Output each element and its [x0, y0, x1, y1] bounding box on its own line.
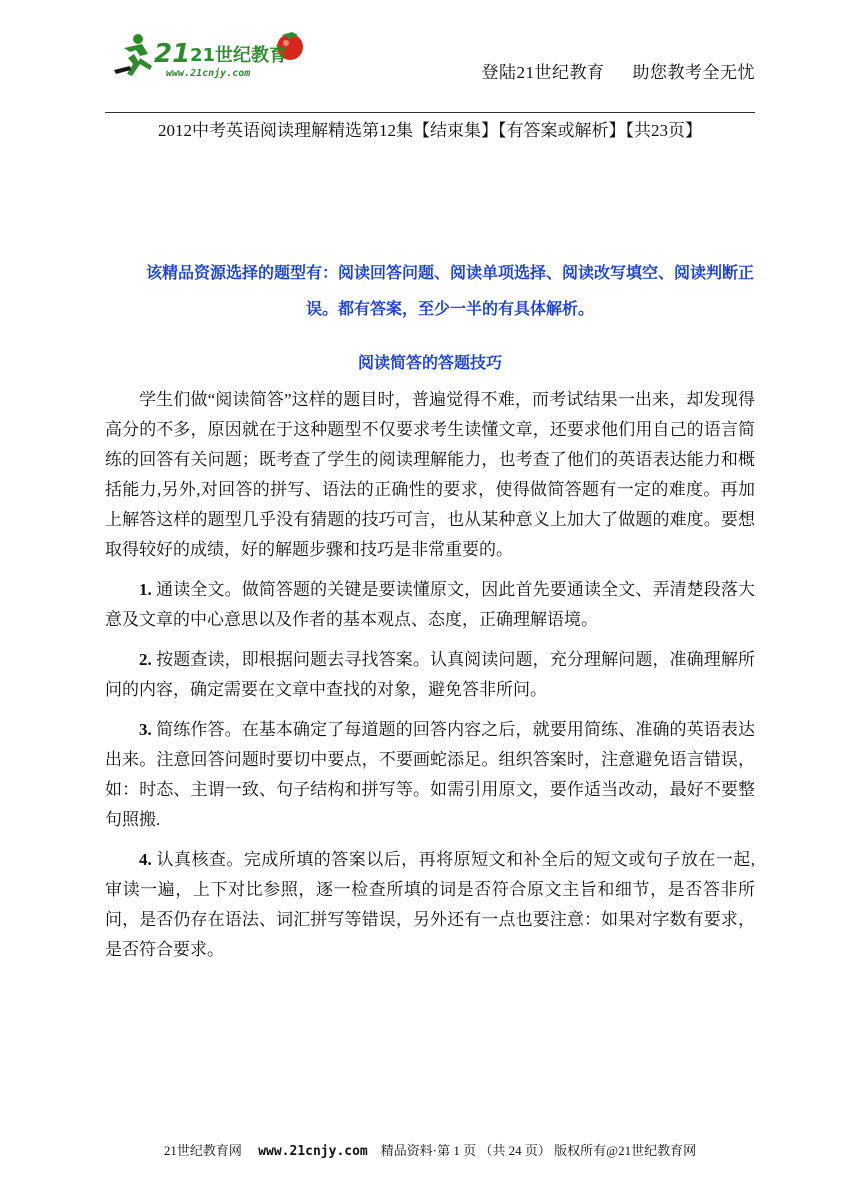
- tip-text: 认真核查。完成所填的答案以后，再将原短文和补全后的短文或句子放在一起,审读一遍，上下对比参照，逐一检查所填的词是否符合原文主旨和细节，是否答非所问，是否仍存在语法、词汇拼写等错误，另外还有一点也要注意：如果对字数有要求，是否符合要求。: [105, 850, 756, 959]
- footer-org: 21世纪教育网: [163, 1143, 242, 1158]
- tip-paragraph-1: [105, 575, 755, 635]
- section-heading: 阅读简答的答题技巧: [357, 355, 502, 372]
- article-body: [105, 385, 755, 975]
- document-title: 2012中考英语阅读理解精选第12集【结束集】【有答案或解析】【共23页】: [158, 121, 702, 140]
- footer-site-link[interactable]: www.21cnjy.com: [258, 1144, 368, 1159]
- resource-intro: 该精品资源选择的题型有：阅读回答问题、阅读单项选择、阅读改写填空、阅读判断正误。都有答案，至少一半的有具体解析。: [145, 265, 754, 318]
- logo-graphic: [110, 30, 310, 80]
- tip-paragraph-3: [105, 715, 755, 835]
- page-header: [105, 30, 755, 86]
- tip-number: 4.: [139, 850, 152, 869]
- tip-number: 3.: [139, 720, 152, 739]
- tip-number: 2.: [139, 650, 152, 669]
- tip-text: 简练作答。在基本确定了每道题的回答内容之后，就要用简练、准确的英语表达出来。注意回答问题时要切中要点，不要画蛇添足。组织答案时，注意避免语言错误，如：时态、主谓一致、句子结构和拼写等。如需引用原文，要作适当改动，最好不要整句照搬.: [105, 720, 756, 829]
- logo-url-text: www.21cnjy.com: [166, 68, 251, 79]
- site-logo[interactable]: [110, 30, 310, 80]
- logo-text: 21世纪教育: [190, 45, 288, 66]
- tip-paragraph-2: [105, 645, 755, 705]
- runner-icon: [114, 34, 152, 76]
- tip-number: 1.: [139, 580, 152, 599]
- footer-page-info: 精品资料·第 1 页 （共 24 页） 版权所有@21世纪教育网: [380, 1143, 697, 1158]
- svg-text:21: 21: [154, 39, 191, 69]
- header-slogan: [482, 58, 756, 83]
- page-footer: [105, 1140, 755, 1159]
- slogan-motto: 助您教考全无忧: [632, 63, 755, 82]
- tip-text: 按题查读，即根据问题去寻找答案。认真阅读问题，充分理解问题，准确理解所问的内容，确定需要在文章中查找的对象，避免答非所问。: [105, 650, 756, 699]
- tip-text: 通读全文。做简答题的关键是要读懂原文，因此首先要通读全文、弄清楚段落大意及文章的中心意思以及作者的基本观点、态度，正确理解语境。: [105, 580, 756, 629]
- tip-paragraph-4: [105, 845, 755, 965]
- header-divider: [105, 112, 755, 113]
- intro-paragraph: 学生们做“阅读简答”这样的题目时，普遍觉得不难，而考试结果一出来，却发现得高分的不多，原因就在于这种题型不仅要求考生读懂文章，还要求他们用自己的语言简练的回答有关问题；既考查了学生的阅读理解能力，也考查了他们的英语表达能力和概括能力,另外,对回答的拼写、语法的正确性的要求，使得做简答题有一定的难度。再加上解答这样的题型几乎没有猜题的技巧可言，也从某种意义上加大了做题的难度。要想取得较好的成绩，好的解题步骤和技巧是非常重要的。: [105, 390, 755, 559]
- slogan-login[interactable]: 登陆21世纪教育: [481, 63, 605, 82]
